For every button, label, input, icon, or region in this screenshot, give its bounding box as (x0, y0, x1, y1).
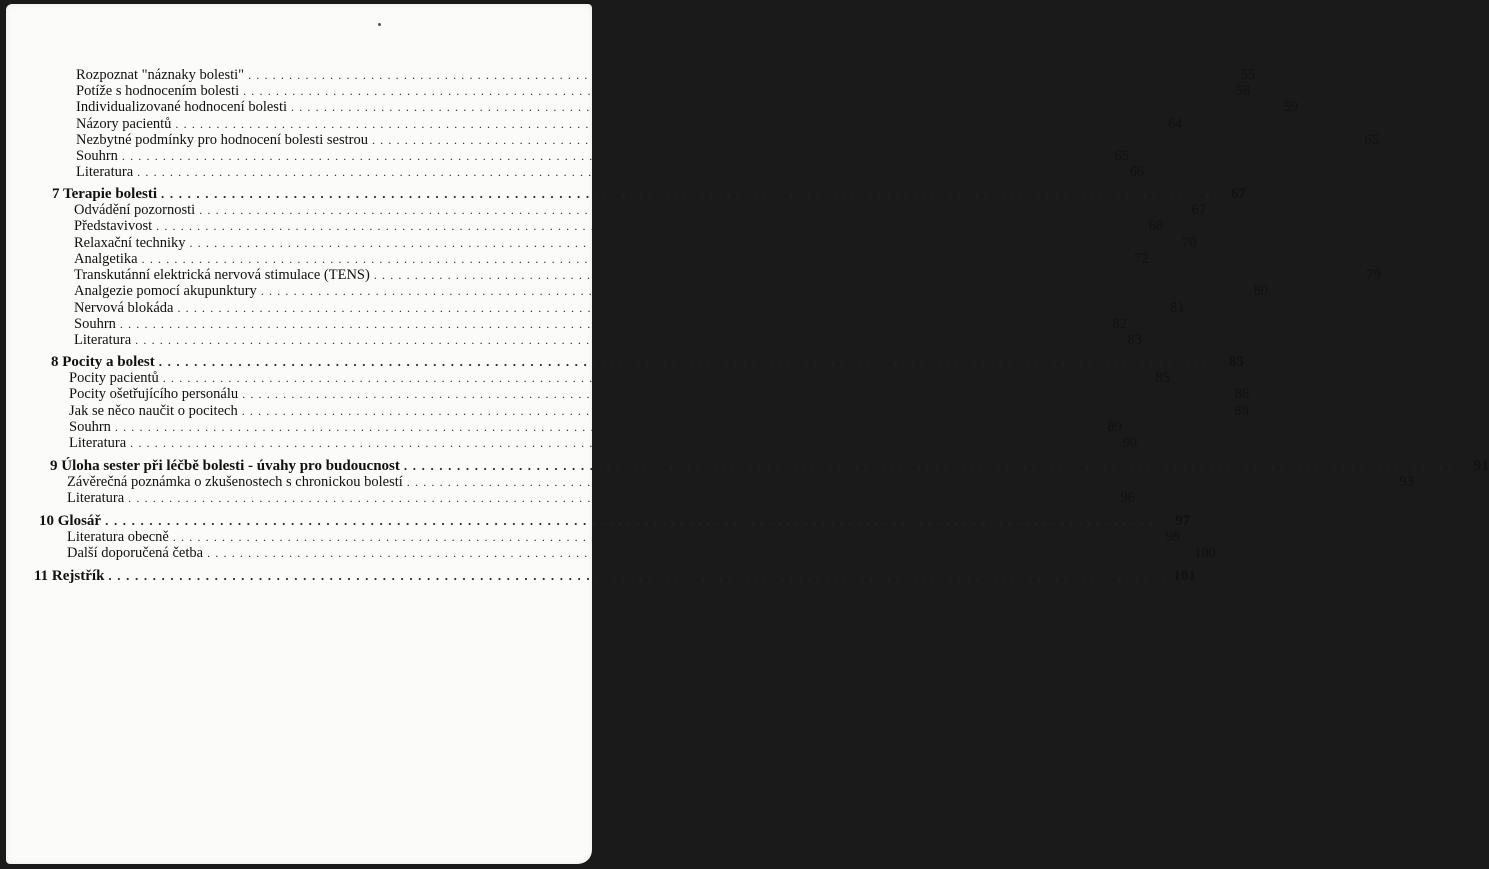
toc-leader-dots: ........................................................................................................................ (291, 100, 1276, 114)
toc-leader-dots: ........................................................................................................................ (108, 568, 1171, 583)
toc-page-number: 58 (1235, 83, 1251, 99)
toc-leader-dots: ........................................................................................................................ (114, 420, 1099, 434)
toc-entry-row (74, 267, 1381, 283)
toc-entry-row (74, 300, 1185, 316)
toc-chapter-row (51, 354, 1244, 370)
toc-leader-dots: ........................................................................................................................ (189, 236, 1174, 250)
toc-entry-row (76, 164, 1145, 180)
toc-leader-dots: ........................................................................................................................ (141, 252, 1126, 266)
toc-entry-title: 7 Terapie bolesti (52, 186, 158, 202)
toc-leader-dots: ........................................................................................................................ (175, 117, 1160, 131)
toc-leader-dots: ........................................................................................................................ (199, 203, 1184, 217)
toc-entry-title: 10 Glosář (39, 513, 102, 529)
toc-entry-title: Literatura (76, 164, 134, 180)
toc-page-number: 85 (1228, 354, 1244, 370)
toc-entry-row (76, 148, 1129, 164)
book-page (6, 4, 1489, 864)
toc-leader-dots: ........................................................................................................................ (105, 513, 1168, 528)
toc-leader-dots: ........................................................................................................................ (130, 436, 1115, 450)
toc-page-number: 65 (1114, 148, 1129, 164)
toc-entry-row (67, 490, 1136, 506)
toc-entry-title: Závěrečná poznámka o zkušenostech s chronickou bolestí (67, 474, 403, 490)
toc-entry-row (69, 435, 1138, 451)
toc-leader-dots: ........................................................................................................................ (406, 475, 1391, 489)
toc-entry-row (74, 332, 1143, 348)
toc-entry-row (74, 235, 1197, 251)
toc-entry-title: Individualizované hodnocení bolesti (76, 99, 288, 115)
toc-entry-title: Souhrn (76, 148, 118, 164)
toc-page-number: 67 (1231, 186, 1247, 202)
toc-page-number: 55 (1240, 67, 1256, 83)
toc-leader-dots: ........................................................................................................................ (373, 268, 1358, 282)
toc-entry-title: Představivost (74, 218, 153, 234)
toc-leader-dots: ........................................................................................................................ (243, 84, 1228, 98)
toc-page-number: 93 (1399, 474, 1414, 490)
toc-entry-title: Literatura (74, 332, 132, 348)
toc-entry-title: Literatura obecně (67, 529, 169, 545)
toc-page-number: 86 (1234, 386, 1250, 402)
toc-leader-dots: ........................................................................................................................ (242, 387, 1227, 401)
toc-leader-dots: ........................................................................................................................ (137, 165, 1122, 179)
toc-page-number: 59 (1283, 99, 1299, 115)
toc-entry-title: Literatura (69, 435, 127, 451)
toc-chapter-row (52, 186, 1247, 202)
toc-page-number: 88 (1234, 403, 1249, 419)
toc-entry-title: Nervová blokáda (74, 300, 174, 316)
toc-entry-row (74, 283, 1268, 299)
toc-leader-dots: ........................................................................................................................ (172, 530, 1157, 544)
toc-entry-title: 11 Rejstřík (34, 568, 105, 584)
toc-page-number: 85 (1155, 370, 1170, 386)
toc-entry-row (67, 474, 1414, 490)
toc-entry-title: Souhrn (74, 316, 116, 332)
toc-leader-dots: ........................................................................................................................ (161, 186, 1224, 201)
toc-entry-title: Pocity pacientů (69, 370, 159, 386)
toc-page-number: 82 (1112, 316, 1127, 332)
toc-entry-title: Názory pacientů (76, 116, 172, 132)
toc-page-number: 66 (1129, 164, 1145, 180)
toc-entry-title: Odvádění pozornosti (74, 202, 196, 218)
toc-page-number: 81 (1169, 300, 1185, 316)
toc-entry-row (76, 132, 1379, 148)
toc-entry-row (67, 545, 1216, 561)
toc-page-number: 90 (1122, 435, 1138, 451)
toc-chapter-row (50, 458, 1489, 474)
toc-entry-title: Analgetika (74, 251, 138, 267)
toc-leader-dots: ........................................................................................................................ (260, 284, 1245, 298)
toc-page-number: 68 (1148, 218, 1164, 234)
toc-entry-title: Souhrn (69, 419, 111, 435)
toc-page-number: 83 (1127, 332, 1143, 348)
toc-page-number: 100 (1194, 545, 1216, 561)
toc-entry-row (74, 202, 1207, 218)
toc-page-number: 67 (1191, 202, 1207, 218)
toc-entry-title: 9 Úloha sester při léčbě bolesti - úvahy pro budoucnost (50, 458, 400, 474)
toc-entry-row (76, 116, 1183, 132)
toc-entry-title: Transkutánní elektrická nervová stimulace (TENS) (74, 267, 370, 283)
toc-leader-dots: ........................................................................................................................ (128, 491, 1113, 505)
toc-entry-row (74, 218, 1164, 234)
toc-page-number: 65 (1364, 132, 1379, 148)
toc-entry-title: Nezbytné podmínky pro hodnocení bolesti sestrou (76, 132, 368, 148)
toc-leader-dots: ........................................................................................................................ (135, 333, 1120, 347)
toc-leader-dots: ........................................................................................................................ (241, 404, 1226, 418)
toc-page-number: 101 (1173, 568, 1196, 584)
toc-entry-title: Další doporučená četba (67, 545, 204, 561)
toc-entry-title: 8 Pocity a bolest (51, 354, 155, 370)
toc-leader-dots: ........................................................................................................................ (121, 149, 1106, 163)
toc-entry-title: Literatura (67, 490, 125, 506)
toc-entry-title: Pocity ošetřujícího personálu (69, 386, 239, 402)
toc-leader-dots: ........................................................................................................................ (248, 68, 1233, 82)
toc-entry-row (67, 529, 1180, 545)
toc-entry-row (74, 251, 1149, 267)
toc-entry-title: Relaxační techniky (74, 235, 186, 251)
toc-page-number: 89 (1107, 419, 1122, 435)
toc-page-number: 72 (1134, 251, 1149, 267)
table-of-contents (6, 4, 1489, 864)
toc-entry-row (69, 403, 1249, 419)
toc-entry-row (76, 67, 1256, 83)
toc-chapter-row (39, 513, 1191, 529)
toc-leader-dots: ........................................................................................................................ (119, 317, 1104, 331)
toc-entry-row (76, 83, 1251, 99)
toc-entry-row (76, 99, 1299, 115)
toc-entry-row (74, 316, 1127, 332)
toc-page-number: 96 (1120, 490, 1136, 506)
toc-leader-dots: ........................................................................................................................ (158, 354, 1221, 369)
toc-leader-dots: ........................................................................................................................ (177, 301, 1162, 315)
toc-entry-title: Potíže s hodnocením bolesti (76, 83, 240, 99)
toc-leader-dots: ........................................................................................................................ (162, 371, 1147, 385)
toc-entry-row (69, 370, 1170, 386)
toc-entry-row (69, 386, 1250, 402)
toc-page-number: 97 (1175, 513, 1191, 529)
toc-page-number: 98 (1165, 529, 1180, 545)
toc-chapter-row (34, 568, 1196, 584)
toc-page-number: 91 (1473, 458, 1489, 474)
toc-leader-dots: ........................................................................................................................ (156, 219, 1141, 233)
toc-page-number: 80 (1253, 283, 1268, 299)
toc-page-number: 70 (1182, 235, 1197, 251)
toc-leader-dots: ........................................................................................................................ (371, 133, 1356, 147)
toc-entry-title: Jak se něco naučit o pocitech (69, 403, 238, 419)
toc-leader-dots: ........................................................................................................................ (403, 458, 1466, 473)
toc-page-number: 64 (1167, 116, 1183, 132)
toc-entry-title: Rozpoznat "náznaky bolesti" (76, 67, 245, 83)
toc-entry-row (69, 419, 1122, 435)
toc-leader-dots: ........................................................................................................................ (207, 546, 1192, 560)
toc-entry-title: Analgezie pomocí akupunktury (74, 283, 257, 299)
toc-page-number: 79 (1366, 267, 1381, 283)
